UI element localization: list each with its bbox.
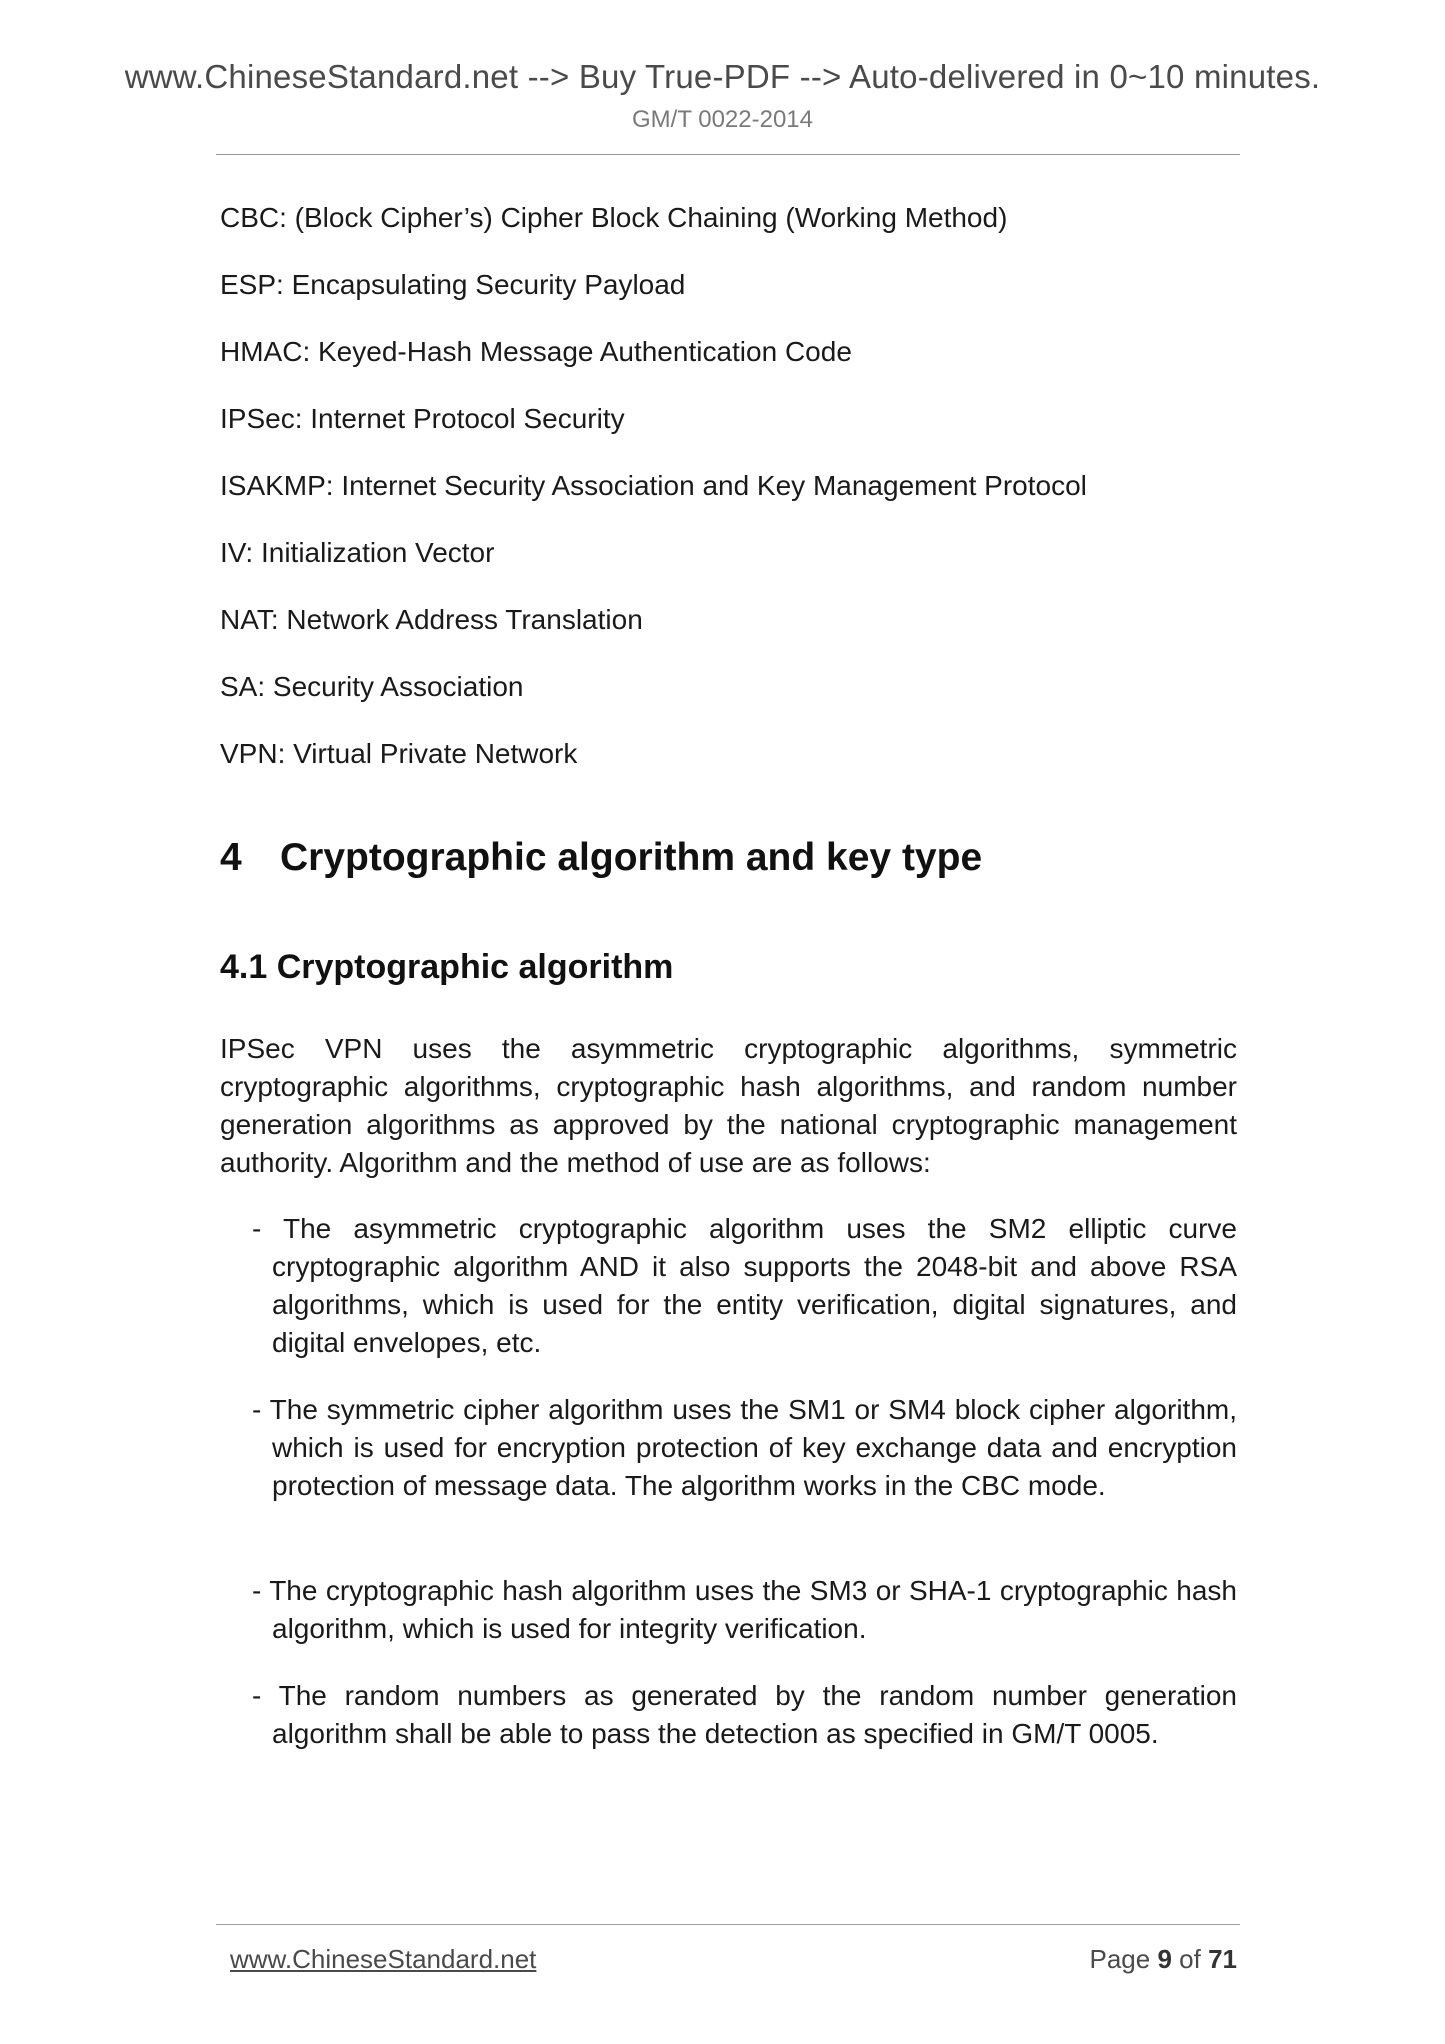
document-code: GM/T 0022-2014 xyxy=(632,106,813,133)
abbreviation-item: NAT: Network Address Translation xyxy=(220,604,643,635)
section-number: 4 xyxy=(220,836,242,879)
section-title: Cryptographic algorithm and key type xyxy=(280,836,983,879)
header-banner: www.ChineseStandard.net --> Buy True-PDF --> Auto-delivered in 0~10 minutes. xyxy=(124,58,1321,95)
footer-divider xyxy=(216,1924,1240,1925)
footer-website-link[interactable]: www.ChineseStandard.net xyxy=(230,1944,537,1974)
abbreviation-item: IPSec: Internet Protocol Security xyxy=(220,403,625,434)
list-item: - The symmetric cipher algorithm uses the SM1 or SM4 block cipher algorithm, which is used for encryption protection of key exchange data and encryption protection of message data. The algorithm works in the CBC mode. xyxy=(252,1394,1237,1501)
page-total: 71 xyxy=(1208,1944,1237,1974)
page-current: 9 xyxy=(1157,1944,1172,1974)
abbreviation-item: SA: Security Association xyxy=(220,671,524,702)
header-divider xyxy=(216,154,1240,155)
section-heading xyxy=(220,836,982,880)
page-label: Page xyxy=(1089,1944,1151,1974)
list-item: - The asymmetric cryptographic algorithm uses the SM2 elliptic curve cryptographic algorithm AND it also supports the 2048-bit and above RSA algorithms, which is used for the entity verification, digital signatures, and digital envelopes, etc. xyxy=(252,1213,1237,1358)
abbreviation-item: HMAC: Keyed-Hash Message Authentication Code xyxy=(220,336,852,367)
intro-paragraph: IPSec VPN uses the asymmetric cryptographic algorithms, symmetric cryptographic algorithms, cryptographic hash algorithms, and random number generation algorithms as approved by the national cryptographic management authority. Algorithm and the method of use are as follows: xyxy=(220,1033,1237,1178)
abbreviation-item: ISAKMP: Internet Security Association and Key Management Protocol xyxy=(220,470,1087,501)
abbreviation-item: IV: Initialization Vector xyxy=(220,537,495,568)
page-indicator xyxy=(1089,1944,1237,1975)
abbreviation-item: CBC: (Block Cipher’s) Cipher Block Chaining (Working Method) xyxy=(220,202,1008,233)
abbreviation-item: VPN: Virtual Private Network xyxy=(220,738,578,769)
abbreviation-item: ESP: Encapsulating Security Payload xyxy=(220,269,686,300)
list-item: - The cryptographic hash algorithm uses the SM3 or SHA-1 cryptographic hash algorithm, which is used for integrity verification. xyxy=(252,1575,1237,1644)
list-item: - The random numbers as generated by the random number generation algorithm shall be able to pass the detection as specified in GM/T 0005. xyxy=(252,1680,1237,1749)
subsection-heading: 4.1 Cryptographic algorithm xyxy=(220,948,674,986)
page-of: of xyxy=(1179,1944,1201,1974)
